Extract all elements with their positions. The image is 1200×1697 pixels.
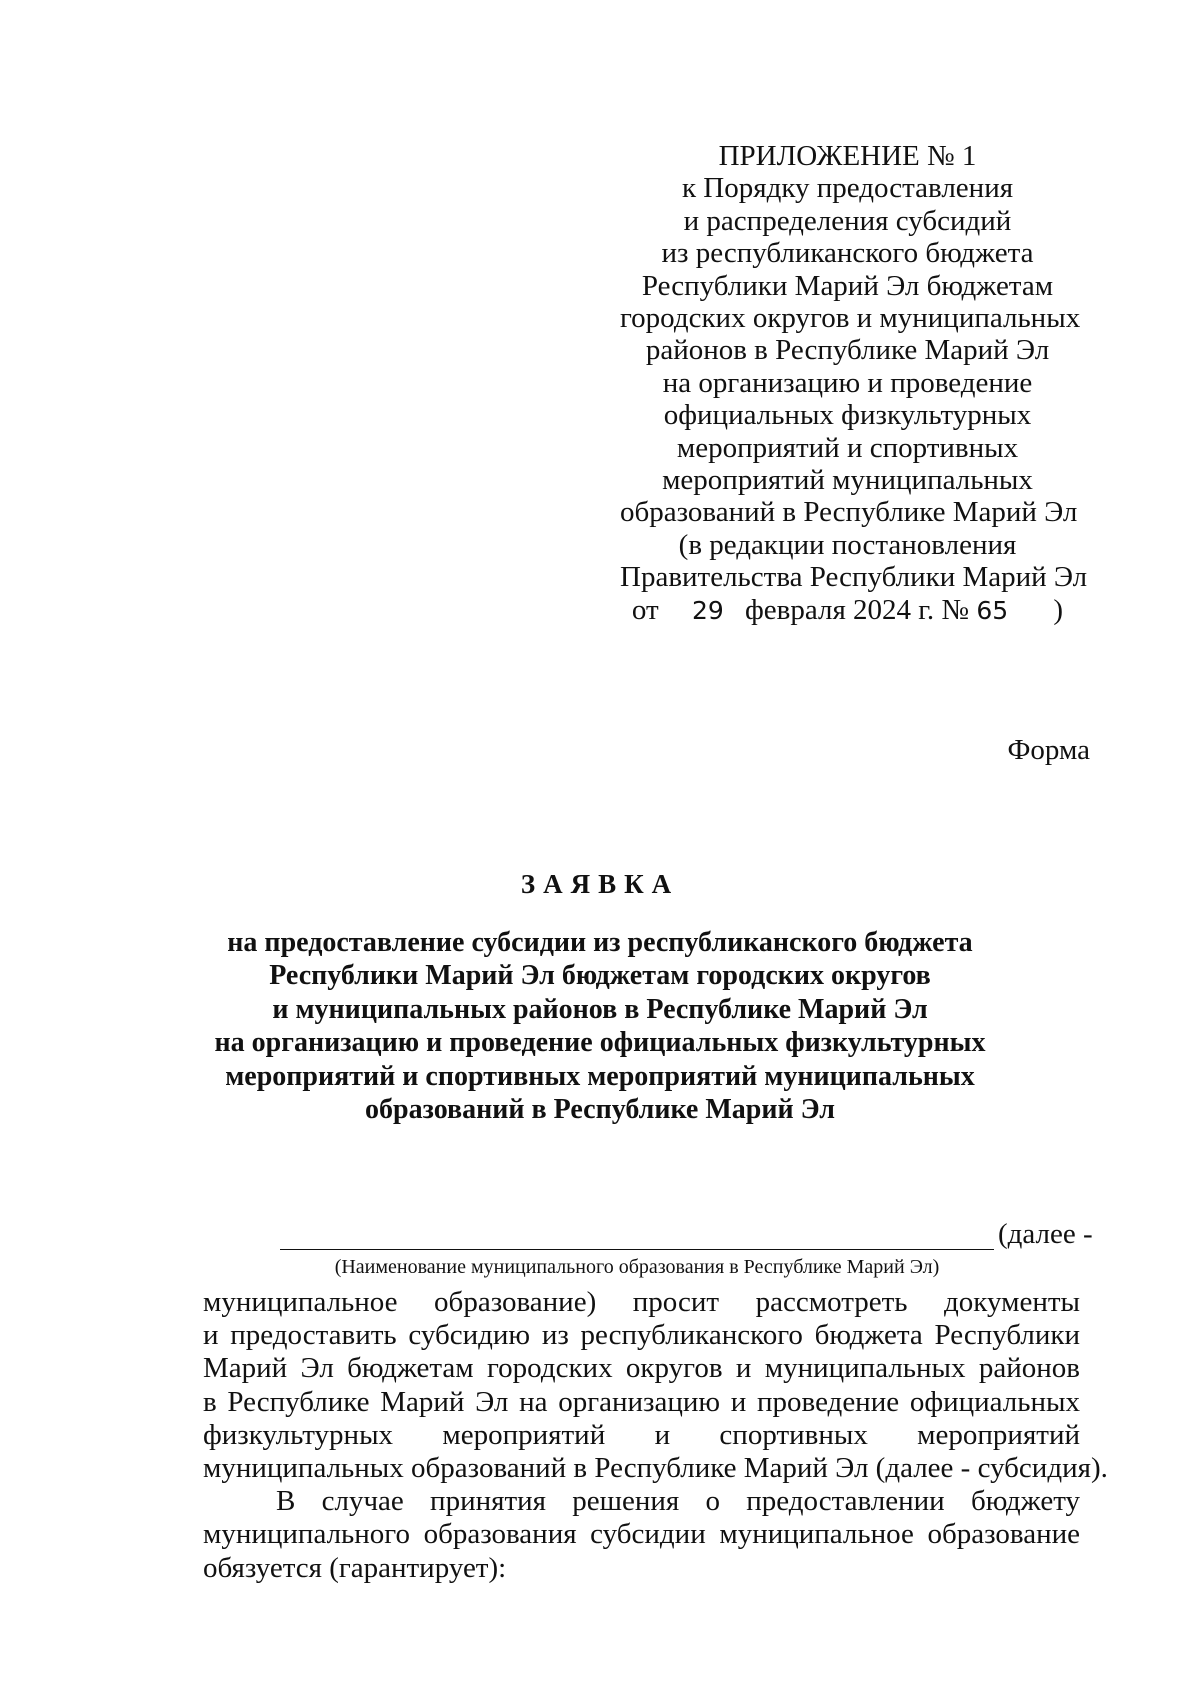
appendix-line: городских округов и муниципальных (620, 302, 1081, 335)
appendix-line: из республиканского бюджета (661, 237, 1034, 270)
appendix-line: Правительства Республики Марий Эл (620, 561, 1088, 594)
body-line: муниципальных образований в Республике Марий Эл (далее - субсидия). (203, 1452, 1108, 1485)
appendix-line: (в редакции постановления (678, 528, 1017, 561)
municipality-name-field[interactable] (280, 1218, 1093, 1252)
subtitle-line: и муниципальных районов в Республике Марий Эл (272, 993, 928, 1025)
body-line: и предоставить субсидию из республиканского бюджета Республики (203, 1319, 1080, 1352)
body-line: в Республике Марий Эл на организацию и проведение официальных (203, 1385, 1080, 1418)
appendix-line: Республики Марий Эл бюджетам (641, 269, 1054, 302)
fill-suffix: (далее - (998, 1218, 1093, 1250)
document-number: 65 (976, 595, 1009, 625)
subtitle-line: на организацию и проведение официальных физкультурных (214, 1027, 986, 1059)
date-month-year: февраля 2024 г. № (745, 593, 970, 626)
appendix-header (620, 140, 1088, 627)
appendix-line: официальных физкультурных (663, 399, 1032, 432)
body-line: физкультурных мероприятий и спортивных мероприятий (203, 1418, 1080, 1451)
appendix-line: образований в Республике Марий Эл (620, 496, 1078, 529)
appendix-line: на организацию и проведение (662, 366, 1033, 399)
appendix-line: мероприятий муниципальных (662, 464, 1033, 497)
body-line: В случае принятия решения о предоставлении бюджету (276, 1485, 1080, 1518)
fill-in-line[interactable] (280, 1249, 994, 1250)
subtitle-line: мероприятий и спортивных мероприятий муниципальных (225, 1060, 975, 1092)
subtitle-line: образований в Республике Марий Эл (365, 1094, 835, 1126)
document-title: ЗАЯВКА (520, 869, 680, 899)
appendix-line: к Порядку предоставления (681, 172, 1014, 205)
appendix-date-line (620, 594, 1075, 627)
body-text (203, 1286, 1108, 1585)
date-prefix: от (631, 593, 659, 626)
date-day: 29 (691, 595, 724, 625)
appendix-line: и распределения субсидий (683, 204, 1012, 237)
body-line: Марий Эл бюджетам городских округов и муниципальных районов (203, 1352, 1080, 1385)
appendix-line: районов в Республике Марий Эл (645, 334, 1050, 367)
field-caption: (Наименование муниципального образования в Республике Марий Эл) (334, 1256, 940, 1278)
subtitle-line: на предоставление субсидии из республиканского бюджета (227, 927, 973, 958)
appendix-line: ПРИЛОЖЕНИЕ № 1 (718, 140, 977, 172)
body-line: муниципальное образование) просит рассмотреть документы (203, 1286, 1080, 1318)
form-label: Форма (1007, 734, 1090, 766)
body-line: муниципального образования субсидии муниципальное образование (203, 1518, 1080, 1551)
subtitle-line: Республики Марий Эл бюджетам городских округов (269, 960, 931, 992)
close-paren: ) (1053, 593, 1064, 626)
document-subtitle (140, 926, 1060, 1126)
appendix-line: мероприятий и спортивных (676, 431, 1019, 464)
body-line: обязуется (гарантирует): (203, 1551, 507, 1584)
